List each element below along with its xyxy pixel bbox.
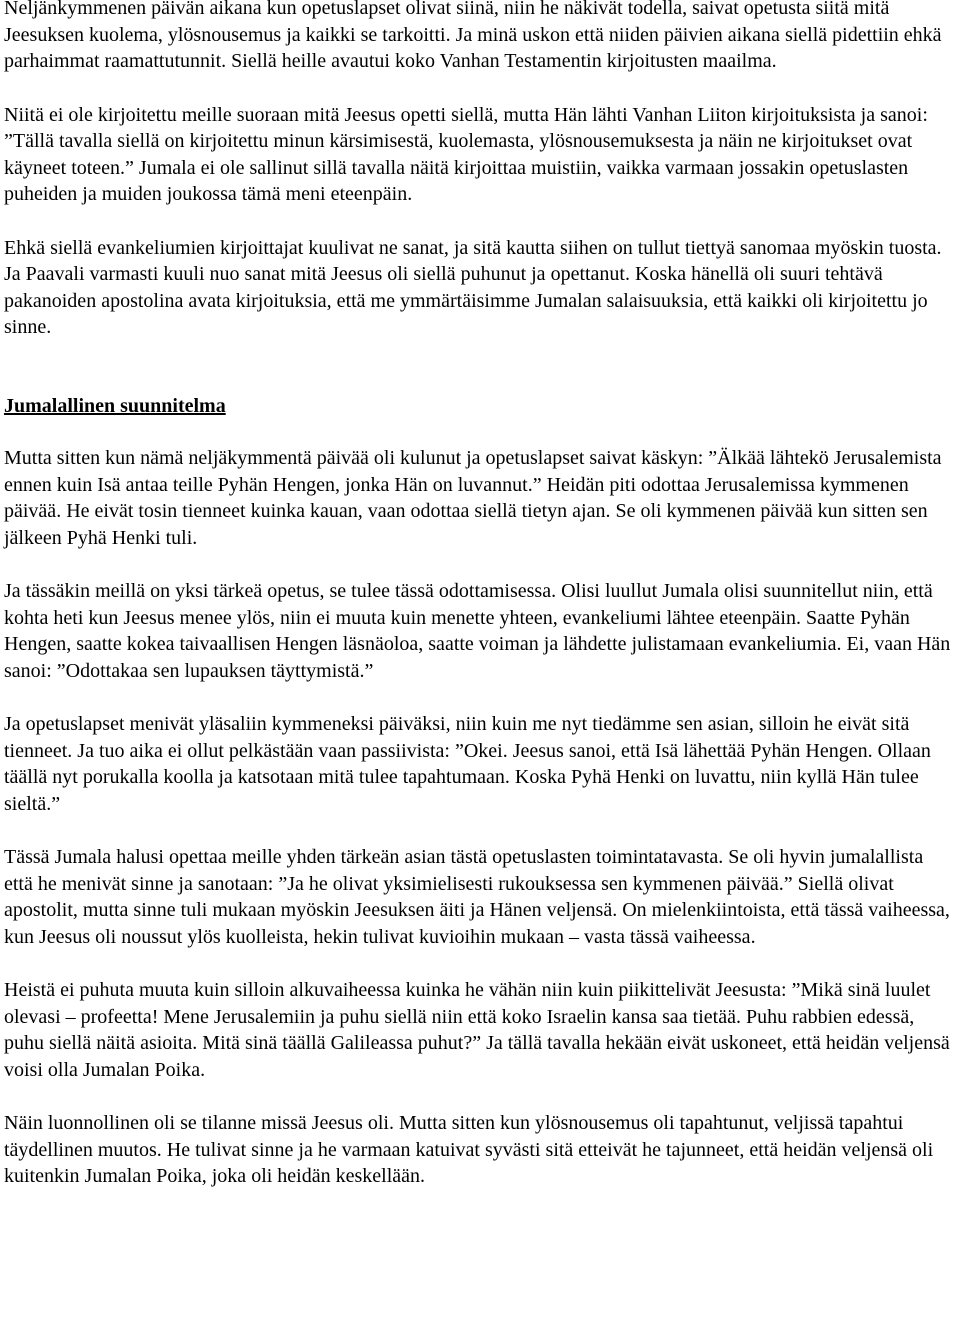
paragraph: Ja opetuslapset menivät yläsaliin kymmeneksi päiväksi, niin kuin me nyt tiedämme sen asian, silloin he eivät sitä tienneet. Ja tuo aika ei ollut pelkästään vaan passiivista: ”Okei. Jeesus sanoi, että Isä lähettää Pyhän Hengen. Ollaan täällä nyt porukalla koolla ja katsotaan mitä tulee tapahtumaan. Koska Pyhä Henki on luvattu, niin kyllä Hän tulee sieltä.” [4,713,931,815]
section-heading: Jumalallinen suunnitelma [4,394,226,417]
paragraph: Mutta sitten kun nämä neljäkymmentä päivää oli kulunut ja opetuslapset saivat käskyn: ”Älkää lähtekö Jerusalemista ennen kuin Isä antaa teille Pyhän Hengen, jonka Hän on luvannut.” Heidän piti odottaa Jerusalemissa kymmenen päivää. He eivät tosin tienneet kuinka kauan, vaan odottaa siellä tietyn ajan. Se oli kymmenen päivää kun sitten sen jälkeen Pyhä Henki tuli. [4,447,942,549]
paragraph: Neljänkymmenen päivän aikana kun opetuslapset olivat siinä, niin he näkivät todella, saivat opetusta siitä mitä Jeesuksen kuolema, ylösnousemus ja kaikki se tarkoitti. Ja minä uskon että niiden päivien aikana siellä pidettiin ehkä parhaimmat raamattutunnit. Siellä heille avautui koko Vanhan Testamentin kirjoitusten maailma. [4,0,942,72]
paragraph: Niitä ei ole kirjoitettu meille suoraan mitä Jeesus opetti siellä, mutta Hän lähti Vanhan Liiton kirjoituksista ja sanoi: ”Tällä tavalla siellä on kirjoitettu minun kärsimisestä, kuolemasta, ylösnousemuksesta ja näin ne kirjoitukset ovat käyneet toteen.” Jumala ei ole sallinut sillä tavalla näitä kirjoittaa muistiin, vaikka varmaan jossakin opetuslasten puheiden ja muiden joukossa tämä meni eteenpäin. [4,103,928,205]
paragraph: Ehkä siellä evankeliumien kirjoittajat kuulivat ne sanat, ja sitä kautta siihen on tullut tiettyä sanomaa myöskin tuosta. Ja Paavali varmasti kuuli nuo sanat mitä Jeesus oli siellä puhunut ja opettanut. Koska hänellä oli suuri tehtävä pakanoiden apostolina avata kirjoituksia, että me ymmärtäisimme Jumalan salaisuuksia, että kaikki oli kirjoitettu jo sinne. [4,236,942,338]
paragraph: Näin luonnollinen oli se tilanne missä Jeesus oli. Mutta sitten kun ylösnousemus oli tapahtunut, veljissä tapahtui täydellinen muutos. He tulivat sinne ja he varmaan katuivat syvästi sitä etteivät he tajunneet, että heidän veljensä oli kuitenkin Jumalan Poika, joka oli heidän keskellään. [4,1112,934,1187]
document-page [4,0,956,1217]
paragraph: Ja tässäkin meillä on yksi tärkeä opetus, se tulee tässä odottamisessa. Olisi luullut Jumala olisi suunnitellut niin, että kohta heti kun Jeesus menee ylös, niin ei muuta kuin menette yhteen, evankeliumi lähtee eteenpäin. Saatte Pyhän Hengen, saatte kokea taivaallisen Hengen läsnäoloa, saatte voiman ja lähdette julistamaan evankeliumia. Ei, vaan Hän sanoi: ”Odottakaa sen lupauksen täyttymistä.” [4,580,951,682]
paragraph: Tässä Jumala halusi opettaa meille yhden tärkeän asian tästä opetuslasten toimintatavasta. Se oli hyvin jumalallista että he menivät sinne ja sanotaan: ”Ja he olivat yksimielisesti rukouksessa sen kymmenen päivää.” Siellä olivat apostolit, mutta sinne tuli mukaan myöskin Jeesuksen äiti ja Hänen veljensä. On mielenkiintoista, että tässä vaiheessa, kun Jeesus oli noussut ylös kuolleista, hekin tulivat kuvioihin mukaan – vasta tässä vaiheessa. [4,846,950,948]
paragraph: Heistä ei puhuta muuta kuin silloin alkuvaiheessa kuinka he vähän niin kuin piikittelivät Jeesusta: ”Mikä sinä luulet olevasi – profeetta! Mene Jerusalemiin ja puhu siellä niin että koko Israelin kansa saa tietää. Puhu rabbien edessä, puhu siellä näitä asioita. Mitä sinä täällä Galileassa puhut?” Ja tällä tavalla hekään eivät uskoneet, että heidän veljensä voisi olla Jumalan Poika. [4,979,950,1081]
